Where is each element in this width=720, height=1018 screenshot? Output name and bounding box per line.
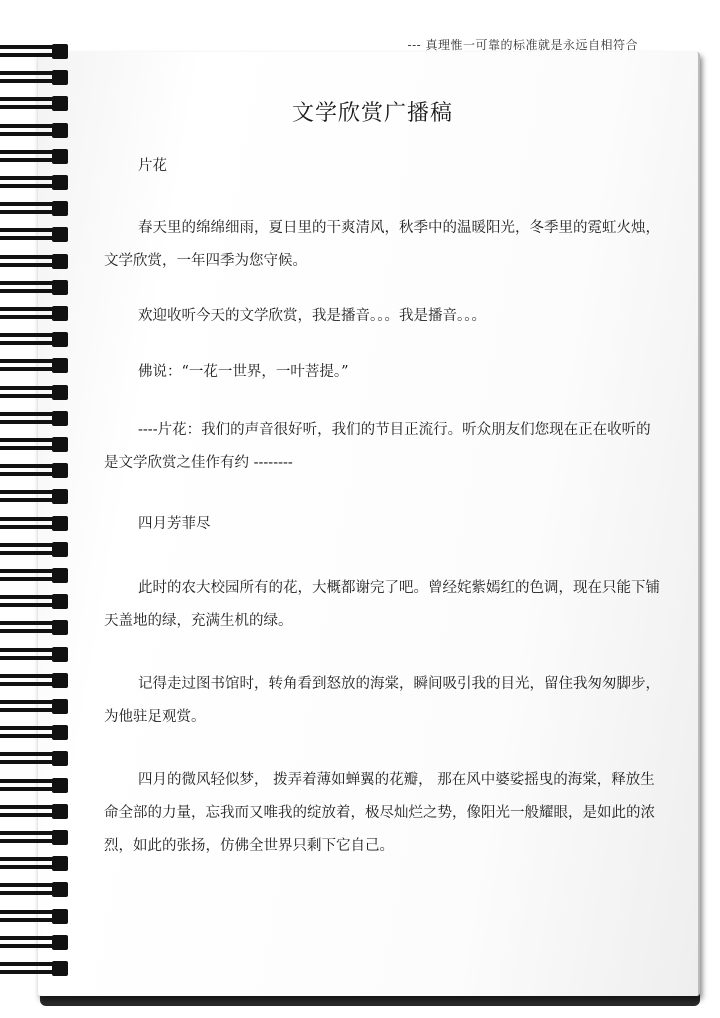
paragraph-welcome: 欢迎收听今天的文学欣赏，我是播音。。。我是播音。。。: [138, 308, 486, 324]
paragraph-april-breeze: 四月的微风轻似梦， 拨弄着薄如蝉翼的花瓣， 那在风中婆娑摇曳的海棠，释放生命全部的力量，忘我而又唯我的绽放着，极尽灿烂之势，像阳光一般耀眼，是如此的浓烈，如此的张扬，仿佛全世界只剩下它自己。: [104, 772, 655, 854]
paragraph-section-label: 片花: [138, 158, 167, 174]
header-quote: --- 真理惟一可靠的标准就是永远自相符合: [407, 38, 638, 52]
paragraph-intro: 春天里的绵绵细雨，夏日里的干爽清风，秋季中的温暖阳光，冬季里的霓虹火烛，文学欣赏，一年四季为您守候。: [104, 220, 660, 269]
paragraph-quote: 佛说：“一花一世界，一叶菩提。”: [138, 364, 349, 380]
paragraph-library: 记得走过图书馆时，转角看到怒放的海棠，瞬间吸引我的目光，留住我匆匆脚步，为他驻足观赏。: [104, 676, 660, 725]
paragraph-subtitle: 四月芳菲尽: [138, 516, 211, 532]
page-title: 文学欣赏广播稿: [291, 101, 453, 126]
paragraph-jingle: ----片花：我们的声音很好听，我们的节目正流行。听众朋友们您现在正在收听的是文学欣赏之佳作有约 --------: [104, 422, 651, 471]
paragraph-campus: 此时的农大校园所有的花，大概都谢完了吧。曾经姹紫嫣红的色调，现在只能下铺天盖地的绿，充满生机的绿。: [104, 580, 660, 629]
